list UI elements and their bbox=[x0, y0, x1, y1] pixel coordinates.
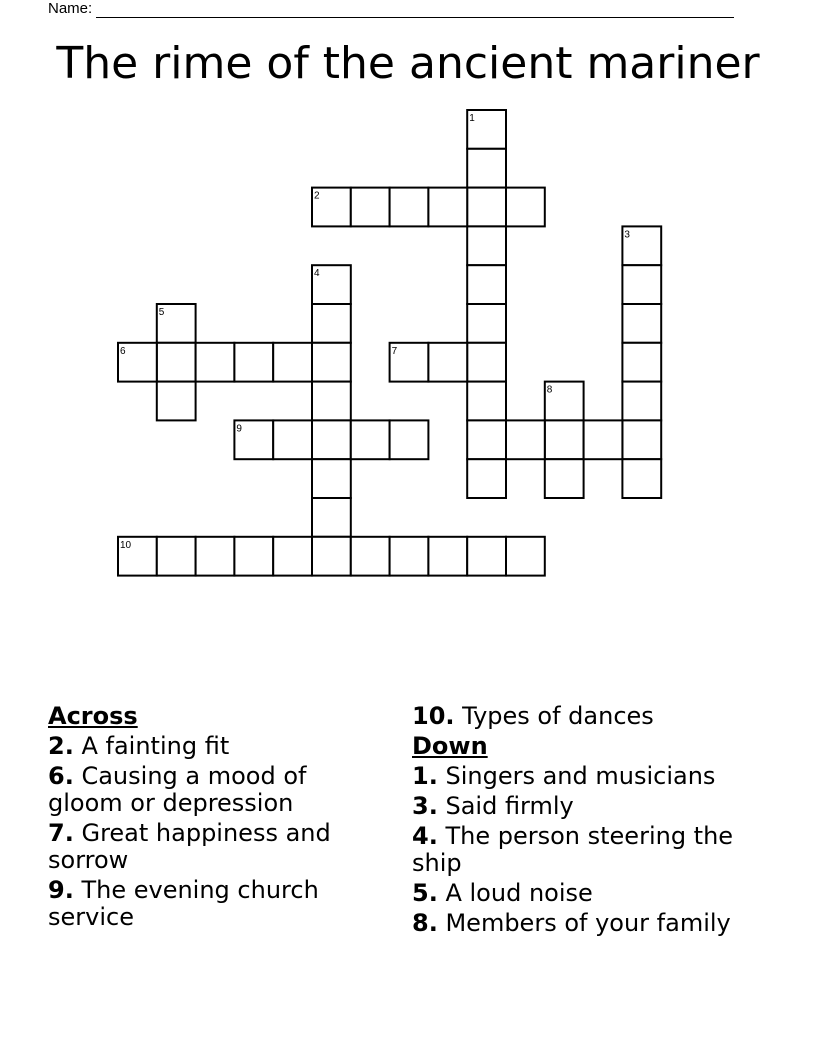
grid-cell bbox=[622, 265, 661, 304]
across-clue bbox=[48, 877, 348, 931]
grid-cell bbox=[545, 459, 584, 498]
clue-number-label: 8 bbox=[546, 384, 553, 396]
down-clue bbox=[412, 763, 772, 790]
grid-cell bbox=[157, 382, 196, 421]
clue-text: Types of dances bbox=[462, 702, 654, 730]
clue-text: Great happiness and sorrow bbox=[48, 819, 331, 874]
clues-column-left bbox=[48, 703, 348, 934]
across-heading: Across bbox=[48, 702, 138, 730]
grid-cell bbox=[312, 498, 351, 537]
grid-cell bbox=[234, 537, 273, 576]
clue-number: 8. bbox=[412, 909, 438, 937]
grid-cell bbox=[351, 537, 390, 576]
grid-cell bbox=[157, 343, 196, 382]
grid-cell bbox=[467, 382, 506, 421]
clue-number: 1. bbox=[412, 762, 438, 790]
grid-cell bbox=[467, 304, 506, 343]
grid-cell bbox=[467, 149, 506, 188]
down-heading: Down bbox=[412, 732, 488, 760]
grid-cell bbox=[545, 420, 584, 459]
grid-cell bbox=[196, 537, 235, 576]
grid-cell bbox=[196, 343, 235, 382]
puzzle-title: The rime of the ancient mariner bbox=[56, 38, 760, 89]
clue-number-label: 1 bbox=[469, 113, 475, 124]
grid-cell bbox=[390, 188, 429, 227]
grid-cell bbox=[467, 420, 506, 459]
across-clue bbox=[48, 733, 348, 760]
grid-cell bbox=[312, 420, 351, 459]
grid-cell bbox=[312, 459, 351, 498]
grid-cell bbox=[273, 343, 312, 382]
clue-number: 7. bbox=[48, 819, 74, 847]
grid-cell bbox=[622, 382, 661, 421]
grid-cell bbox=[584, 420, 623, 459]
across-clue bbox=[48, 763, 348, 817]
grid-cell bbox=[506, 537, 545, 576]
clue-text: The person steering the ship bbox=[412, 822, 734, 877]
grid-cell bbox=[506, 188, 545, 227]
clue-number-label: 5 bbox=[158, 307, 165, 318]
grid-cell bbox=[234, 343, 273, 382]
grid-cell bbox=[312, 382, 351, 421]
clue-number-label: 10 bbox=[120, 539, 132, 551]
clue-number-label: 6 bbox=[120, 345, 126, 357]
clue-number-label: 7 bbox=[391, 345, 398, 357]
grid-cell bbox=[467, 265, 506, 304]
clue-number-label: 4 bbox=[314, 268, 320, 280]
grid-cell bbox=[428, 188, 467, 227]
grid-cell bbox=[622, 420, 661, 459]
clues-column-right bbox=[412, 703, 772, 940]
clue-text: Said firmly bbox=[445, 792, 574, 820]
down-clue bbox=[412, 910, 772, 937]
clue-number: 9. bbox=[48, 876, 74, 904]
clue-text: Causing a mood of gloom or depression bbox=[48, 762, 307, 817]
clue-text: Singers and musicians bbox=[445, 762, 716, 790]
clue-number: 10. bbox=[412, 702, 455, 730]
grid-cell bbox=[351, 420, 390, 459]
clue-number: 2. bbox=[48, 732, 74, 760]
name-label: Name: bbox=[48, 0, 93, 17]
grid-cell bbox=[467, 537, 506, 576]
grid-cell bbox=[622, 343, 661, 382]
grid-cell bbox=[467, 459, 506, 498]
grid-cell bbox=[390, 537, 429, 576]
clue-text: A loud noise bbox=[445, 879, 593, 907]
grid-cell bbox=[273, 420, 312, 459]
clue-number-label: 2 bbox=[314, 190, 320, 202]
grid-cell bbox=[622, 304, 661, 343]
clue-number: 6. bbox=[48, 762, 74, 790]
down-clue bbox=[412, 880, 772, 907]
clue-number: 3. bbox=[412, 792, 438, 820]
clue-number: 4. bbox=[412, 822, 438, 850]
across-clue bbox=[48, 820, 348, 874]
grid-cell bbox=[506, 420, 545, 459]
grid-cell bbox=[312, 343, 351, 382]
grid-cell bbox=[467, 226, 506, 265]
grid-cell bbox=[428, 343, 467, 382]
grid-cell bbox=[157, 537, 196, 576]
grid-cell bbox=[622, 459, 661, 498]
grid-cell bbox=[312, 537, 351, 576]
grid-cell bbox=[312, 304, 351, 343]
grid-cell bbox=[351, 188, 390, 227]
grid-cell bbox=[428, 537, 467, 576]
down-clue bbox=[412, 793, 772, 820]
clue-number-label: 3 bbox=[624, 229, 630, 241]
clue-text: Members of your family bbox=[445, 909, 731, 937]
clue-text: The evening church service bbox=[48, 876, 319, 931]
clue-number-label: 9 bbox=[236, 423, 242, 435]
clue-text: A fainting fit bbox=[81, 732, 230, 760]
grid-cell bbox=[390, 420, 429, 459]
across-clue bbox=[412, 703, 772, 730]
clue-number: 5. bbox=[412, 879, 438, 907]
grid-cell bbox=[273, 537, 312, 576]
grid-cell bbox=[467, 343, 506, 382]
grid-cell bbox=[467, 188, 506, 227]
down-clue bbox=[412, 823, 772, 877]
